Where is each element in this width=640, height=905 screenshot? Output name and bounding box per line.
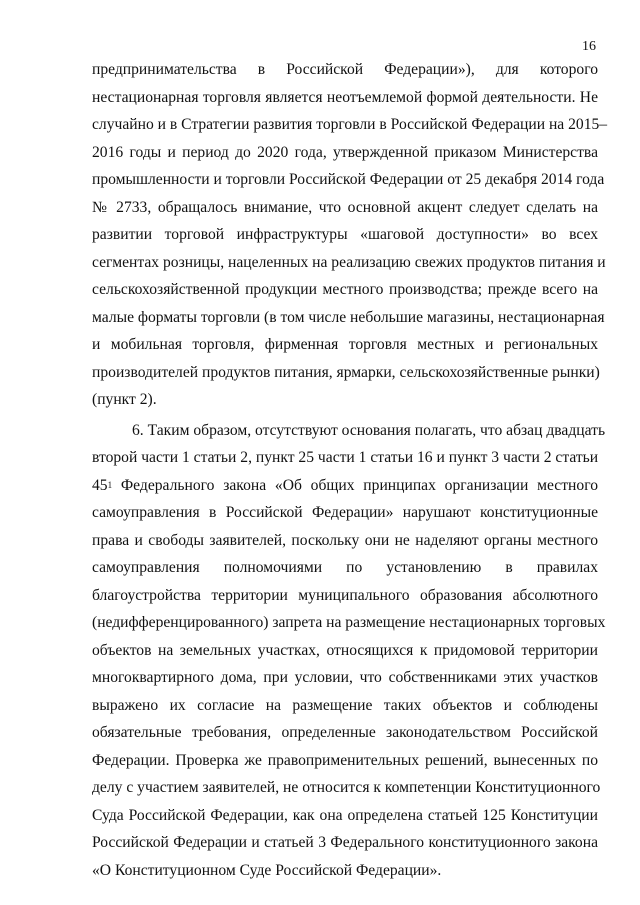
text-fragment: Федерального закона «Об общих принципах организации местного <box>112 476 598 494</box>
paragraph-1 <box>92 56 608 414</box>
text-line: сегментах розницы, нацеленных на реализацию свежих продуктов питания и <box>92 253 606 271</box>
article-superscript: 1 <box>107 479 113 490</box>
text-line: развитии торговой инфраструктуры «шаговой доступности» во всех <box>92 226 598 243</box>
text-line: промышленности и торговли Российской Федерации от 25 декабря 2014 года <box>92 171 605 188</box>
text-line: № 2733, обращалось внимание, что основной акцент следует сделать на <box>92 198 598 216</box>
text-line: делу с участием заявителей, не относится к компетенции Конституционного <box>92 779 601 796</box>
text-line-with-superscript <box>92 472 598 500</box>
text-line: самоуправления в Российской Федерации» нарушают конституционные <box>92 504 598 521</box>
text-line: нестационарная торговля является неотъемлемой формой деятельности. Не <box>92 88 598 106</box>
text-line: выражено их согласие на размещение таких объектов и соблюдены <box>92 696 598 714</box>
text-line: случайно и в Стратегии развития торговли в Российской Федерации на 2015– <box>92 116 608 133</box>
text-line: «О Конституционном Суде Российской Федерации». <box>92 861 442 879</box>
text-line: Российской Федерации и статьей 3 Федерального конституционного закона <box>92 834 598 851</box>
text-line: права и свободы заявителей, поскольку они не наделяют органы местного <box>92 531 598 549</box>
text-line: 6. Таким образом, отсутствуют основания полагать, что абзац двадцать <box>132 421 606 439</box>
document-body <box>92 56 608 884</box>
text-line: предпринимательства в Российской Федерации»), для которого <box>92 61 598 78</box>
page-number: 16 <box>582 39 596 54</box>
text-line: многоквартирного дома, при условии, что собственниками этих участков <box>92 669 598 686</box>
text-line: обязательные требования, определенные законодательством Российской <box>92 724 598 741</box>
text-line: объектов на земельных участках, относящихся к придомовой территории <box>92 641 598 659</box>
text-line: (пункт 2). <box>92 391 157 408</box>
text-line: сельскохозяйственной продукции местного производства; прежде всего на <box>92 281 598 298</box>
text-line: и мобильная торговля, фирменная торговля местных и региональных <box>92 336 598 353</box>
paragraph-2 <box>92 417 606 885</box>
text-line: второй части 1 статьи 2, пункт 25 части 1 статьи 16 и пункт 3 части 2 статьи <box>92 449 599 466</box>
text-line: производителей продуктов питания, ярмарки, сельскохозяйственные рынки) <box>92 363 600 381</box>
text-line: 2016 годы и период до 2020 года, утвержденной приказом Министерства <box>92 143 598 161</box>
text-line: малые форматы торговли (в том числе небольшие магазины, нестационарная <box>92 308 605 326</box>
text-line: Суда Российской Федерации, как она определена статьей 125 Конституции <box>92 806 598 824</box>
text-line: Федерации. Проверка же правоприменительных решений, вынесенных по <box>92 751 598 769</box>
text-line: самоуправления полномочиями по установлению в правилах <box>92 559 598 576</box>
article-number: 45 <box>92 476 108 494</box>
text-line: (недифференцированного) запрета на размещение нестационарных торговых <box>92 614 606 631</box>
text-line: благоустройства территории муниципального образования абсолютного <box>92 586 598 604</box>
